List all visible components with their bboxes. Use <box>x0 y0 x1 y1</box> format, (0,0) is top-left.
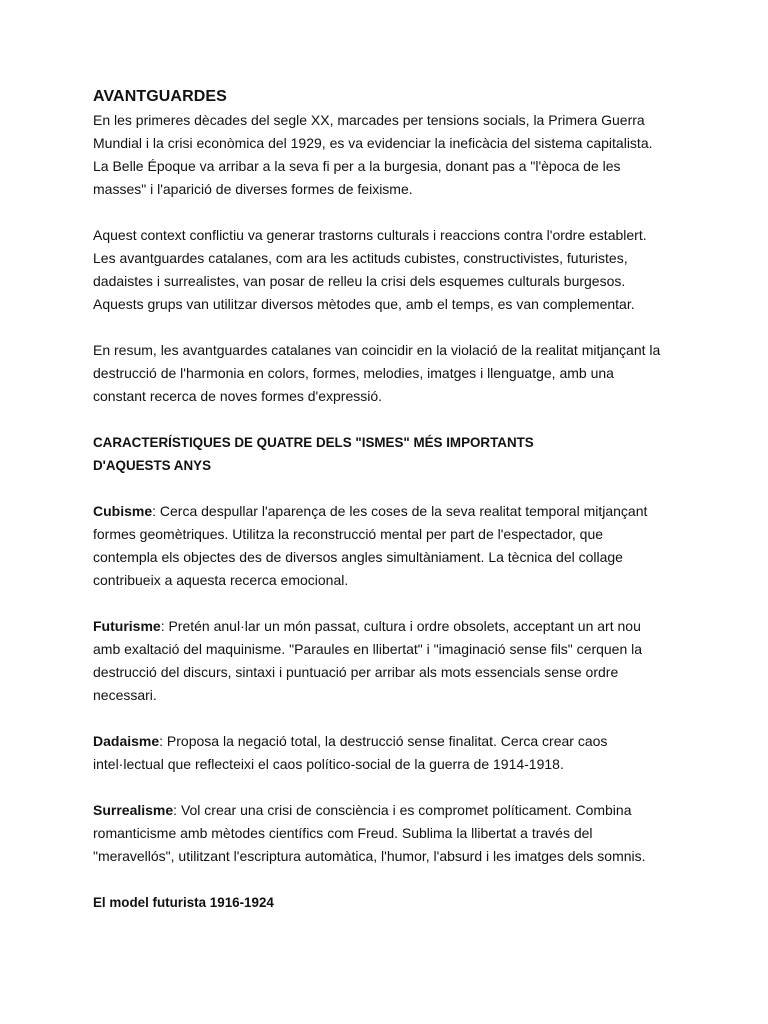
document-title: AVANTGUARDES <box>93 88 227 105</box>
document-page <box>93 86 693 914</box>
paragraph-gap <box>93 201 693 224</box>
intro-line: En les primeres dècades del segle XX, marcades per tensions socials, la Primera Guerra <box>93 112 645 128</box>
dadaisme-line: intel·lectual que reflecteixi el caos político-social de la guerra de 1914-1918. <box>93 756 564 772</box>
surrealisme-line: "meravellós", utilitzant l'escriptura automàtica, l'humor, l'absurd i les imatges dels somnis. <box>93 848 646 864</box>
context-line: dadaistes i surrealistes, van posar de relleu la crisi dels esquemes culturals burgesos. <box>93 273 626 289</box>
context-line: Aquests grups van utilitzar diversos mètodes que, amb el temps, es van complementar. <box>93 296 635 312</box>
dadaisme-paragraph <box>93 730 693 776</box>
cubisme-line: contribueix a aquesta recerca emocional. <box>93 572 349 588</box>
model-heading-text: El model futurista 1916-1924 <box>93 895 274 910</box>
surrealisme-term: Surrealisme <box>93 802 174 818</box>
cubisme-term: Cubisme <box>93 503 153 519</box>
paragraph-gap <box>93 707 693 730</box>
futurisme-line: amb exaltació del maquinisme. "Paraules en llibertat" i "imaginació sense fils" cerquen la <box>93 641 643 657</box>
paragraph-gap <box>93 408 693 431</box>
futurisme-first-text: : Pretén anul·lar un món passat, cultura i ordre obsolets, acceptant un art nou <box>160 618 641 634</box>
context-paragraph <box>93 224 693 316</box>
context-line: Les avantguardes catalanes, com ara les actituds cubistes, constructivistes, futuristes, <box>93 250 628 266</box>
heading-line: CARACTERÍSTIQUES DE QUATRE DELS "ISMES" MÉS IMPORTANTS <box>93 435 534 450</box>
dadaisme-term: Dadaisme <box>93 733 160 749</box>
cubisme-first-text: : Cerca despullar l'aparença de les coses de la seva realitat temporal mitjançant <box>152 503 648 519</box>
dadaisme-first-line <box>93 730 693 753</box>
cubisme-line: contempla els objectes des de diversos angles simultàniament. La tècnica del collage <box>93 549 623 565</box>
paragraph-gap <box>93 316 693 339</box>
intro-line: La Belle Époque va arribar a la seva fi per a la burgesia, donant pas a "l'època de les <box>93 158 621 174</box>
summary-line: constant recerca de noves formes d'expressió. <box>93 388 383 404</box>
paragraph-gap <box>93 776 693 799</box>
paragraph-gap <box>93 868 693 891</box>
futurisme-term: Futurisme <box>93 618 161 634</box>
futurisme-line: necessari. <box>93 687 157 703</box>
surrealisme-line: romanticisme amb mètodes científics com Freud. Sublima la llibertat a través del <box>93 825 593 841</box>
cubisme-paragraph <box>93 500 693 592</box>
intro-paragraph <box>93 109 693 201</box>
context-line: Aquest context conflictiu va generar trastorns culturals i reaccions contra l'ordre establert. <box>93 227 647 243</box>
cubisme-line: formes geomètriques. Utilitza la reconstrucció mental per part de l'espectador, que <box>93 526 604 542</box>
surrealisme-first-line <box>93 799 693 822</box>
futurisme-line: destrucció del discurs, sintaxi i puntuació per arribar als mots essencials sense ordre <box>93 664 619 680</box>
characteristics-heading <box>93 431 693 477</box>
paragraph-gap <box>93 592 693 615</box>
futurisme-paragraph <box>93 615 693 707</box>
cubisme-first-line <box>93 500 693 523</box>
summary-paragraph <box>93 339 693 408</box>
futurisme-first-line <box>93 615 693 638</box>
dadaisme-first-text: : Proposa la negació total, la destrucció sense finalitat. Cerca crear caos <box>159 733 608 749</box>
surrealisme-paragraph <box>93 799 693 868</box>
heading-line: D'AQUESTS ANYS <box>93 458 212 473</box>
summary-line: destrucció de l'harmonia en colors, formes, melodies, imatges i llenguatge, amb una <box>93 365 614 381</box>
intro-line: Mundial i la crisi econòmica del 1929, es va evidenciar la ineficàcia del sistema capitalista. <box>93 135 653 151</box>
surrealisme-first-text: : Vol crear una crisi de consciència i es compromet políticament. Combina <box>173 802 632 818</box>
model-heading <box>93 891 693 914</box>
summary-line: En resum, les avantguardes catalanes van coincidir en la violació de la realitat mitjançant la <box>93 342 661 358</box>
paragraph-gap <box>93 477 693 500</box>
intro-line: masses" i l'aparició de diverses formes de feixisme. <box>93 181 413 197</box>
